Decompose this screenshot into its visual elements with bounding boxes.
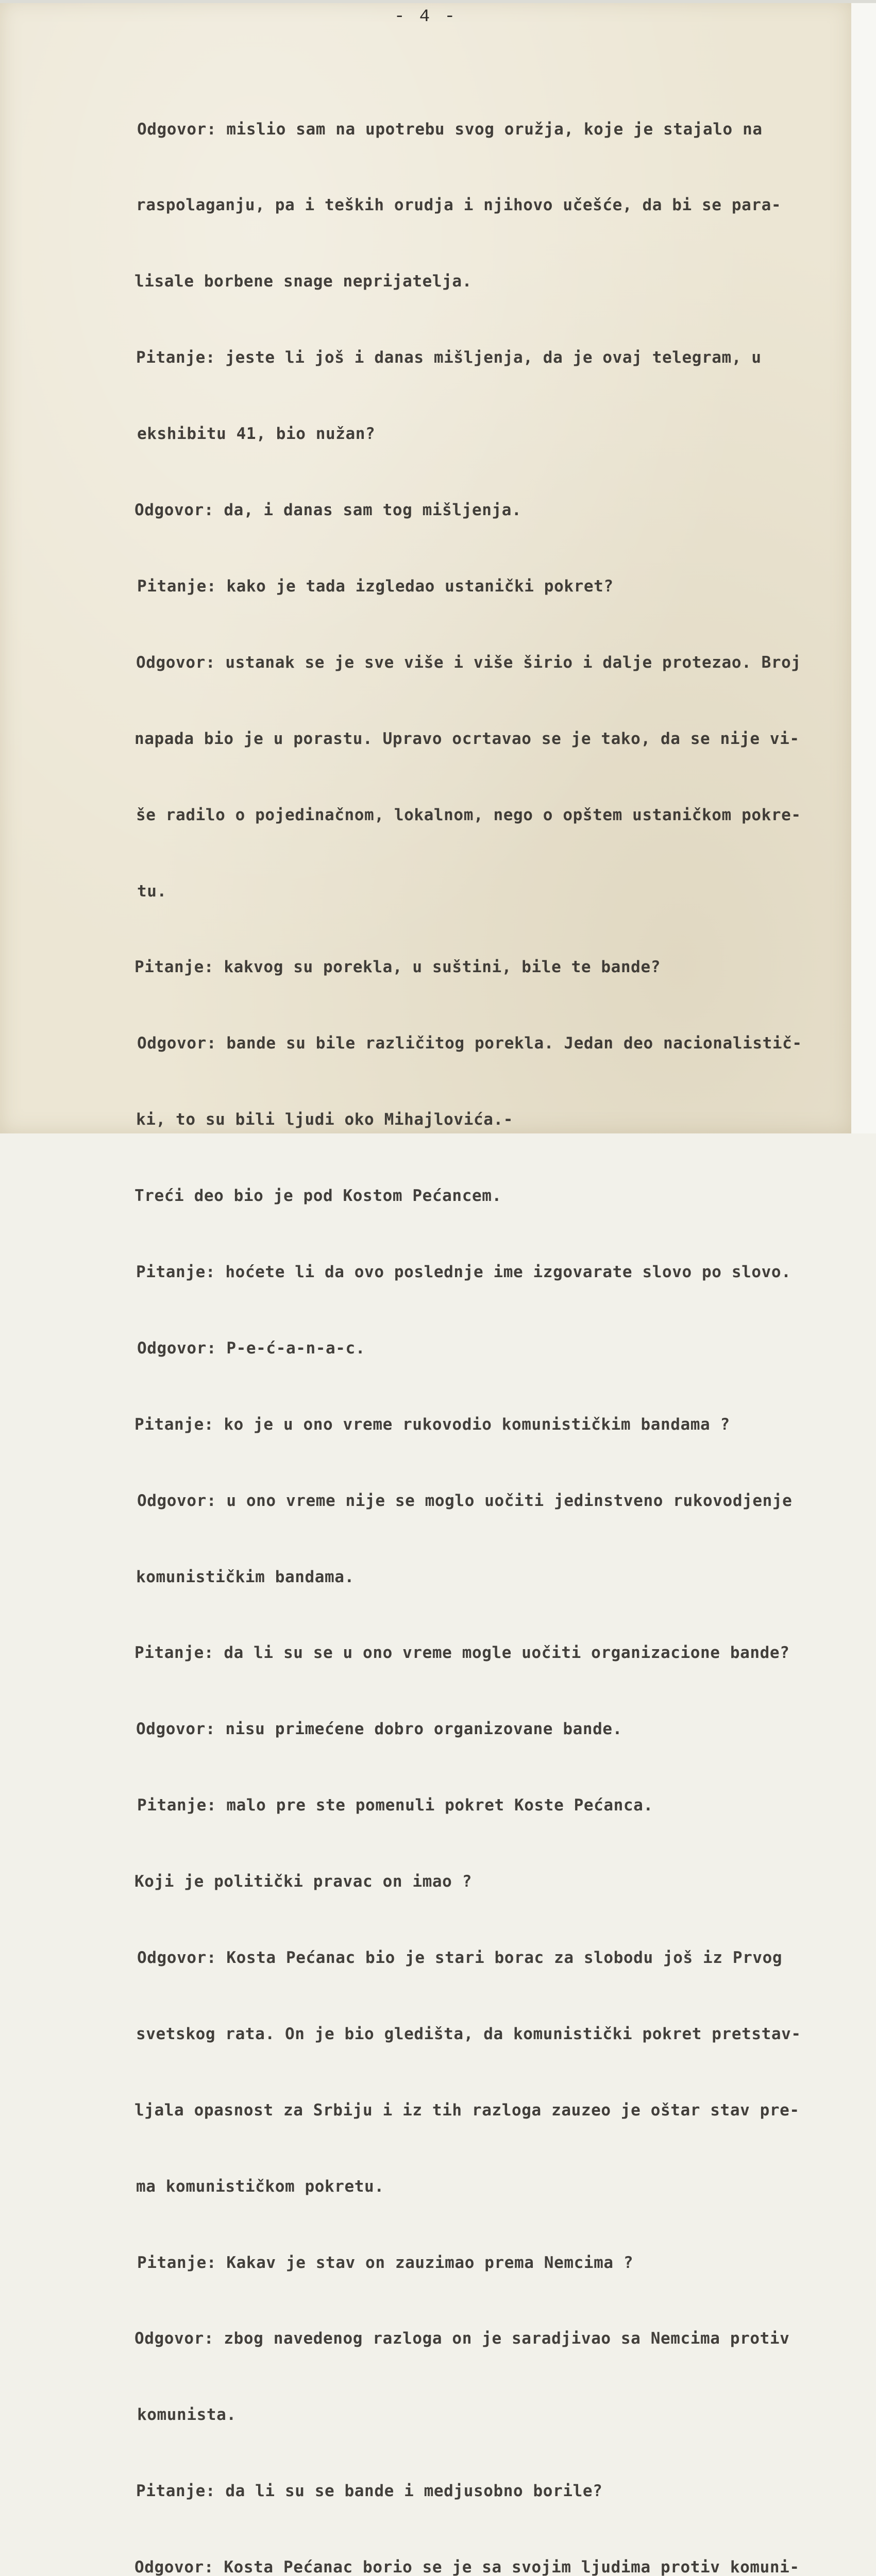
- text-line: Odgovor: u ono vreme nije se moglo uočiti jedinstveno rukovodjenje: [137, 1491, 793, 1510]
- scan-edge: [851, 0, 876, 1133]
- text-line: Odgovor: P-e-ć-a-n-a-c.: [137, 1338, 366, 1358]
- text-line: napada bio je u porastu. Upravo ocrtavao se je tako, da se nije vi-: [134, 729, 800, 748]
- text-line: tu.: [137, 882, 167, 901]
- text-line: še radilo o pojedinačnom, lokalnom, nego o opštem ustaničkom pokre-: [136, 805, 801, 824]
- text-line: ljala opasnost za Srbiju i iz tih razloga zauzeo je oštar stav pre-: [134, 2100, 800, 2120]
- text-line: Odgovor: mislio sam na upotrebu svog oružja, koje je stajalo na: [137, 120, 763, 139]
- text-line: Pitanje: Kakav je stav on zauzimao prema Nemcima ?: [137, 2253, 634, 2272]
- text-line: Pitanje: da li su se bande i medjusobno borile?: [136, 2482, 603, 2501]
- text-line: Pitanje: jeste li još i danas mišljenja, da je ovaj telegram, u: [136, 348, 762, 367]
- text-line: lisale borbene snage neprijatelja.: [134, 272, 472, 291]
- transcript-body: [136, 66, 852, 2576]
- text-line: Odgovor: da, i danas sam tog mišljenja.: [134, 501, 522, 520]
- text-line: Pitanje: malo pre ste pomenuli pokret Koste Pećanca.: [137, 1796, 653, 1815]
- scan-edge-top: [0, 0, 876, 3]
- text-line: ma komunističkom pokretu.: [136, 2177, 384, 2196]
- text-line: Pitanje: ko je u ono vreme rukovodio komunističkim bandama ?: [134, 1415, 730, 1434]
- text-line: raspolaganju, pa i teških orudja i njihovo učešće, da bi se para-: [136, 196, 782, 215]
- text-line: Odgovor: zbog navedenog razloga on je saradjivao sa Nemcima protiv: [134, 2329, 790, 2348]
- text-line: ki, to su bili ljudi oko Mihajlovića.-: [136, 1110, 514, 1129]
- text-line: komunista.: [137, 2405, 237, 2425]
- text-line: Treći deo bio je pod Kostom Pećancem.: [134, 1187, 502, 1206]
- text-line: Pitanje: kako je tada izgledao ustanički pokret?: [137, 577, 614, 596]
- text-line: ekshibitu 41, bio nužan?: [137, 425, 376, 444]
- text-line: Koji je politički pravac on imao ?: [134, 1872, 472, 1891]
- text-line: Odgovor: Kosta Pećanac borio se je sa svojim ljudima protiv komuni-: [134, 2558, 800, 2576]
- page-number: - 4 -: [394, 7, 458, 27]
- text-line: Odgovor: bande su bile različitog porekla. Jedan deo nacionalistič-: [137, 1034, 802, 1053]
- text-line: Odgovor: nisu primećene dobro organizovane bande.: [136, 1720, 622, 1739]
- text-line: Odgovor: Kosta Pećanac bio je stari borac za slobodu još iz Prvog: [137, 1948, 783, 1967]
- text-line: Pitanje: kakvog su porekla, u suštini, bile te bande?: [134, 958, 661, 977]
- text-line: komunističkim bandama.: [136, 1567, 355, 1586]
- text-line: Pitanje: hoćete li da ovo poslednje ime izgovarate slovo po slovo.: [136, 1262, 791, 1281]
- text-line: Pitanje: da li su se u ono vreme mogle uočiti organizacione bande?: [134, 1643, 790, 1663]
- text-line: svetskog rata. On je bio gledišta, da komunistički pokret pretstav-: [136, 2024, 801, 2043]
- text-line: Odgovor: ustanak se je sve više i više širio i dalje protezao. Broj: [136, 653, 801, 672]
